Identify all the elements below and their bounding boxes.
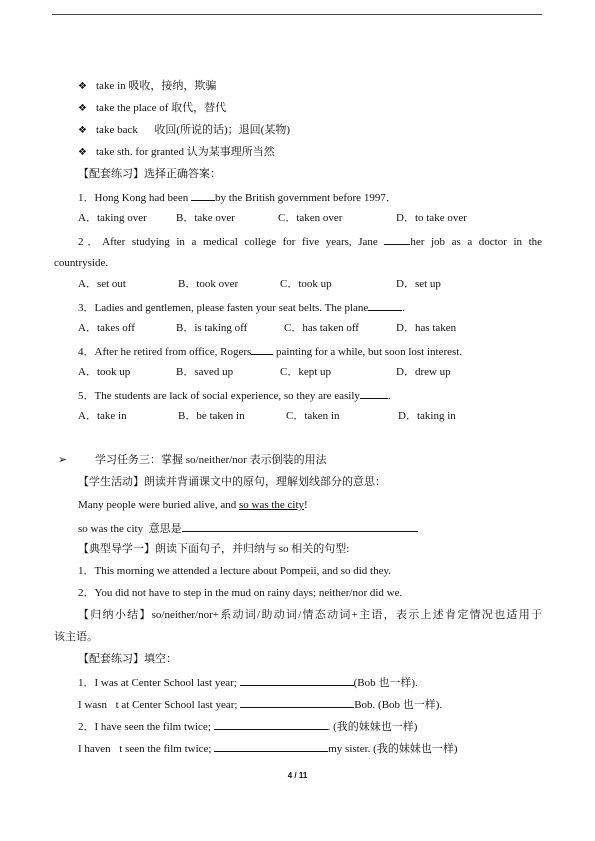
option: B．be taken in [178, 410, 245, 422]
question-stem: 2．After studying in a medical college for five years, Jane her job as a doctor in the [78, 233, 542, 249]
summary-continued: 该主语。 [54, 631, 98, 643]
option: A．set out [78, 278, 126, 290]
option: B．saved up [176, 366, 234, 378]
option: D．has taken [396, 322, 457, 334]
option: C．taken in [286, 410, 340, 422]
answer-blank [368, 299, 402, 311]
option: D．set up [396, 278, 441, 290]
option: D．taking in [398, 410, 456, 422]
student-activity: 【学生活动】朗读并背诵课文中的原句，理解划线部分的意思： [78, 476, 386, 488]
option: B．is taking off [176, 322, 248, 334]
option: A．taking over [78, 212, 147, 224]
diamond-bullet-icon: ❖ [78, 125, 87, 136]
question-stem: 3．Ladies and gentlemen, please fasten your seat belts. The plane . [78, 299, 405, 315]
option: A．take in [78, 410, 127, 422]
question-stem: 1．Hong Kong had been by the British government before 1997． [78, 189, 397, 205]
underlined-phrase: so was the city [238, 499, 305, 511]
option: B．take over [176, 212, 235, 224]
answer-blank [191, 189, 215, 201]
answer-blank [240, 696, 354, 708]
guide-heading: 【典型导学一】朗读下面句子，并归纳与 so 相关的句型: [78, 543, 350, 555]
diamond-bullet-icon: ❖ [78, 147, 87, 158]
example-sentence: 1．This morning we attended a lecture about Pompeii, and so did they. [78, 565, 392, 577]
answer-blank [214, 740, 328, 752]
option: A．took up [78, 366, 131, 378]
answer-blank [384, 233, 410, 245]
answer-blank [251, 343, 273, 355]
answer-blank [240, 674, 354, 686]
fill-item: I haven t seen the film twice; my sister. (我的妹妹也一样) [78, 740, 457, 756]
task-arrow-icon: ➢ [58, 453, 68, 466]
question-stem: 4．After he retired from office, Rogers painting for a while, but soon lost interest. [78, 343, 462, 359]
option: B．took over [178, 278, 239, 290]
diamond-bullet-icon: ❖ [78, 81, 87, 92]
fill-item: 2．I have seen the film twice; . (我的妹妹也一样) [78, 718, 417, 734]
phrase-item: ❖ take the place of 取代，替代 [78, 102, 227, 114]
summary: 【归纳小结】so/neither/nor+系动词/助动词/情态动词+主语，表示上述肯定情况也适用于 [78, 609, 542, 621]
option: C．took up [280, 278, 332, 290]
page-number: 4 / 11 [287, 771, 308, 780]
question-stem-continued: countryside. [54, 257, 109, 269]
option: C．taken over [278, 212, 343, 224]
diamond-bullet-icon: ❖ [78, 103, 87, 114]
option: A．takes off [78, 322, 135, 334]
phrase-item: ❖ take in 吸收，接纳，欺骗 [78, 80, 217, 92]
fill-item: I wasn t at Center School last year; Bob. (Bob 也一样). [78, 696, 442, 712]
fill-item: 1．I was at Center School last year; (Bob 也一样). [78, 674, 418, 690]
option: C．has taken off [284, 322, 359, 334]
answer-blank [214, 718, 328, 730]
option: D．drew up [396, 366, 451, 378]
practice-heading: 【配套练习】选择正确答案： [78, 168, 221, 180]
task-title: 学习任务三：掌握 so/neither/nor 表示倒装的用法 [95, 454, 327, 466]
phrase-item: ❖ take sth. for granted 认为某事理所当然 [78, 146, 275, 158]
question-stem: 5．The students are lack of social experience, so they are easily . [78, 387, 391, 403]
phrase-item: ❖ take back 收回(所说的话)；退回(某物) [78, 124, 290, 136]
fill-practice-heading: 【配套练习】填空： [78, 653, 177, 665]
header-rule [52, 14, 542, 15]
option: D．to take over [396, 212, 467, 224]
option: C．kept up [280, 366, 332, 378]
answer-blank [360, 387, 388, 399]
meaning-line: so was the city 意思是 [78, 520, 418, 536]
example-sentence: 2．You did not have to step in the mud on rainy days; neither/nor did we. [78, 587, 403, 599]
text-sentence: Many people were buried alive, and so was the city! [78, 499, 308, 511]
answer-blank [182, 520, 418, 532]
